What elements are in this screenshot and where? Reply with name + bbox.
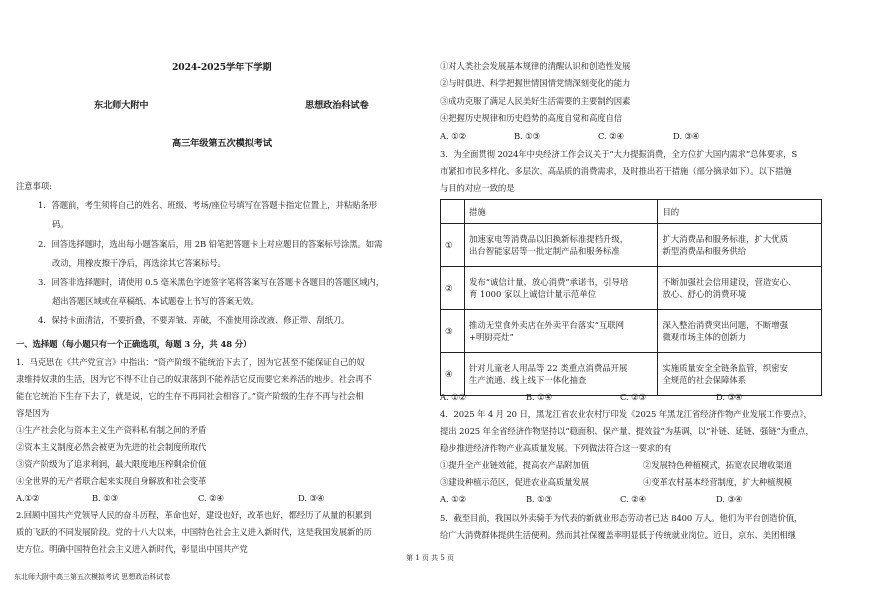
table-cell: 不断加强社会信用建设，营造安心、 放心、舒心的消费环境 bbox=[658, 267, 822, 310]
note-line: 2．回答选择题时，选出每小题答案后，用 2B 铅笔把答题卡上对应题目的答案标号涂黑。如需 bbox=[38, 239, 383, 249]
q1-option: ③资产阶级为了追求利润，最大限度地压榨剩余价值 bbox=[16, 459, 207, 469]
school-name: 东北师大附中 bbox=[94, 100, 149, 111]
q3-choice-d: D. ③④ bbox=[716, 392, 743, 402]
q3-choice-c: C. ②③ bbox=[620, 392, 646, 402]
q2-option: ①对人类社会发展基本规律的清醒认识和创造性发展 bbox=[440, 61, 631, 71]
table-cell: 深入整治消费突出问题，不断增强 微观市场主体的创新力 bbox=[658, 310, 822, 353]
q1-option: ②资本主义制度必然会被更为先进的社会制度所取代 bbox=[16, 442, 207, 452]
q3-choice-a: A. ①② bbox=[440, 392, 466, 402]
table-header-row bbox=[441, 200, 822, 224]
q1-choice-b: B. ①③ bbox=[92, 493, 118, 503]
q1-line: 隶维持奴隶的生活，因为它不得不让自己的奴隶落到不能养活它反而要它来养活的地步。社会再不 bbox=[16, 374, 372, 384]
q1-line: 能在它统治下生存下去了，就是说，它的生存不再同社会相容了。”资产阶级的生存不再与社会相 bbox=[16, 391, 364, 401]
q4-option: ②发展特色种植模式，拓宽农民增收渠道 bbox=[643, 460, 792, 470]
q3-choice-b: B. ①④ bbox=[526, 392, 552, 402]
q4-line: 稳步推进经济作物产业高质量发展。下列做法符合这一要求的有 bbox=[440, 443, 672, 453]
exam-year: 2024-2025学年下学期 bbox=[172, 62, 272, 73]
q2-line: 质的飞跃的不同发展阶段。党的十八大以来，中国特色社会主义进入新时代，这是我国发展新的历 bbox=[16, 527, 372, 537]
q3-line: 与目的对应一致的是 bbox=[440, 183, 515, 193]
table-cell: 扩大消费品和服务标准，扩大优质 新型消费品和服务供给 bbox=[658, 224, 822, 267]
exam-grade: 高三年级第五次模拟考试 bbox=[172, 138, 272, 149]
note-line: 1．答题前，考生须将自己的姓名、班级、考场/座位号填写在答题卡指定位置上，并粘贴条形 bbox=[38, 200, 377, 210]
q2-choice-b: B. ①③ bbox=[514, 131, 540, 141]
q1-line: 容是因为 bbox=[16, 408, 50, 418]
q2-option: ④把握历史规律和历史趋势的高度自觉和高度自信 bbox=[440, 113, 623, 123]
table-cell: ① bbox=[441, 224, 465, 267]
table-row bbox=[441, 224, 822, 267]
q5-line: 5．截至目前，我国以外卖骑手为代表的新就业形态劳动者已达 8400 万人。他们为平台创造价值， bbox=[440, 513, 803, 523]
table-header-cell bbox=[441, 200, 465, 224]
q1-choice-a: A.①② bbox=[16, 493, 40, 503]
table-row bbox=[441, 353, 822, 396]
q4-choice-d: D. ③④ bbox=[716, 494, 743, 504]
note-line: 4．保持卡面清洁，不要折叠，不要弄皱、弄破，不准使用涂改液、修正带、刮纸刀。 bbox=[38, 315, 350, 325]
q2-choice-c: C. ②④ bbox=[598, 131, 624, 141]
table-header-cell: 措施 bbox=[464, 200, 657, 224]
q1-choice-c: C. ②④ bbox=[198, 493, 224, 503]
q2-line: 史方位。明确中国特色社会主义进入新时代，彰显出中国共产党 bbox=[16, 544, 248, 554]
q1-option: ④全世界的无产者联合起来实现自身解放和社会变革 bbox=[16, 476, 207, 486]
note-line: 3．回答非选择题时，请使用 0.5 毫米黑色字迹签字笔将答案写在答题卡各题目的答题区域内， bbox=[38, 277, 385, 287]
q4-line: 4．2025 年 4 月 20 日，黑龙江省农业农村厅印发《2025 年黑龙江省经济作物产业发展工作要点》， bbox=[440, 409, 812, 419]
footer-exam-name: 东北师大附中高三第五次模拟考试 思想政治科试卷 bbox=[14, 573, 171, 581]
q1-option: ①生产社会化与资本主义生产资料私有制之间的矛盾 bbox=[16, 425, 207, 435]
q4-line: 提出 2025 年全省经济作物坚持以“稳面积、保产量、提效益”为基调，以“补链、延链、强链”为重点， bbox=[440, 426, 814, 436]
q2-option: ③成功克服了满足人民美好生活需要的主要制约因素 bbox=[440, 96, 631, 106]
note-line: 超出答题区域或在草稿纸、本试题卷上书写的答案无效。 bbox=[52, 296, 259, 306]
table-cell: 发布“诚信计量、放心消费”承诺书，引导培 育 1000 家以上诚信计量示范单位 bbox=[464, 267, 657, 310]
note-line: 改动，用橡皮擦干净后，再选涂其它答案标号。 bbox=[52, 258, 226, 268]
q3-line: 市紧扣市民多样化、多层次、高品质的消费需求，及时推出若干措施（部分摘录如下）。以下措施 bbox=[440, 166, 792, 176]
q1-choice-d: D. ③④ bbox=[298, 493, 325, 503]
table-cell: ② bbox=[441, 267, 465, 310]
q2-line: 2.回顾中国共产党领导人民的奋斗历程，革命也好，建设也好，改革也好，都经历了从量的积累到 bbox=[16, 510, 372, 520]
subject-name: 思想政治科试卷 bbox=[305, 100, 369, 111]
table-cell: 加速家电等消费品以旧换新标准提档升级， 出台智能家居等一批定制产品和服务标准 bbox=[464, 224, 657, 267]
q4-choice-c: C. ②④ bbox=[620, 494, 646, 504]
section-title: 一、选择题（每小题只有一个正确选项，每题 3 分，共 48 分） bbox=[16, 339, 252, 349]
q5-line: 给广大消费群体提供生活便利。然而其社保覆盖率明显低于传统就业岗位。近日，京东、美团相继 bbox=[440, 530, 796, 540]
q2-choice-d: D. ③④ bbox=[673, 131, 700, 141]
table-cell: ④ bbox=[441, 353, 465, 396]
table-row bbox=[441, 267, 822, 310]
q4-option: ③建设种植示范区，促进农业高质量发展 bbox=[440, 477, 589, 487]
q1-line: 1．马克思在《共产党宣言》中指出：“资产阶级不能统治下去了，因为它甚至不能保证自己的奴 bbox=[16, 357, 365, 367]
table-cell: 推动无堂食外卖店在外卖平台落实“互联网 +明厨亮灶” bbox=[464, 310, 657, 353]
note-line: 码。 bbox=[52, 219, 69, 229]
q4-option: ①提升全产业链效能，提高农产品附加值 bbox=[440, 460, 589, 470]
table-row bbox=[441, 310, 822, 353]
q4-choice-a: A. ①② bbox=[440, 494, 466, 504]
measures-table bbox=[440, 199, 822, 396]
q2-choice-a: A. ①② bbox=[440, 131, 466, 141]
table-cell: 针对儿童老人用品等 22 类重点消费品开展 生产流通、线上线下一体化抽查 bbox=[464, 353, 657, 396]
notes-title: 注意事项: bbox=[16, 181, 52, 191]
table-cell: ③ bbox=[441, 310, 465, 353]
table-header-cell: 目的 bbox=[658, 200, 822, 224]
q2-option: ②与时俱进、科学把握世情国情党情深刻变化的能力 bbox=[440, 78, 631, 88]
q4-option: ④变革农村基本经营制度，扩大种植规模 bbox=[643, 477, 792, 487]
q3-line: 3．为全面贯彻 2024年中央经济工作会议关于“大力提振消费，全方位扩大国内需求”总体要求，S bbox=[440, 149, 798, 159]
q4-choice-b: B. ①③ bbox=[526, 494, 552, 504]
page-number: 第 1 页 共 5 页 bbox=[406, 554, 455, 562]
table-cell: 实施质量安全全链条监管，织密安 全规范的社会保障体系 bbox=[658, 353, 822, 396]
